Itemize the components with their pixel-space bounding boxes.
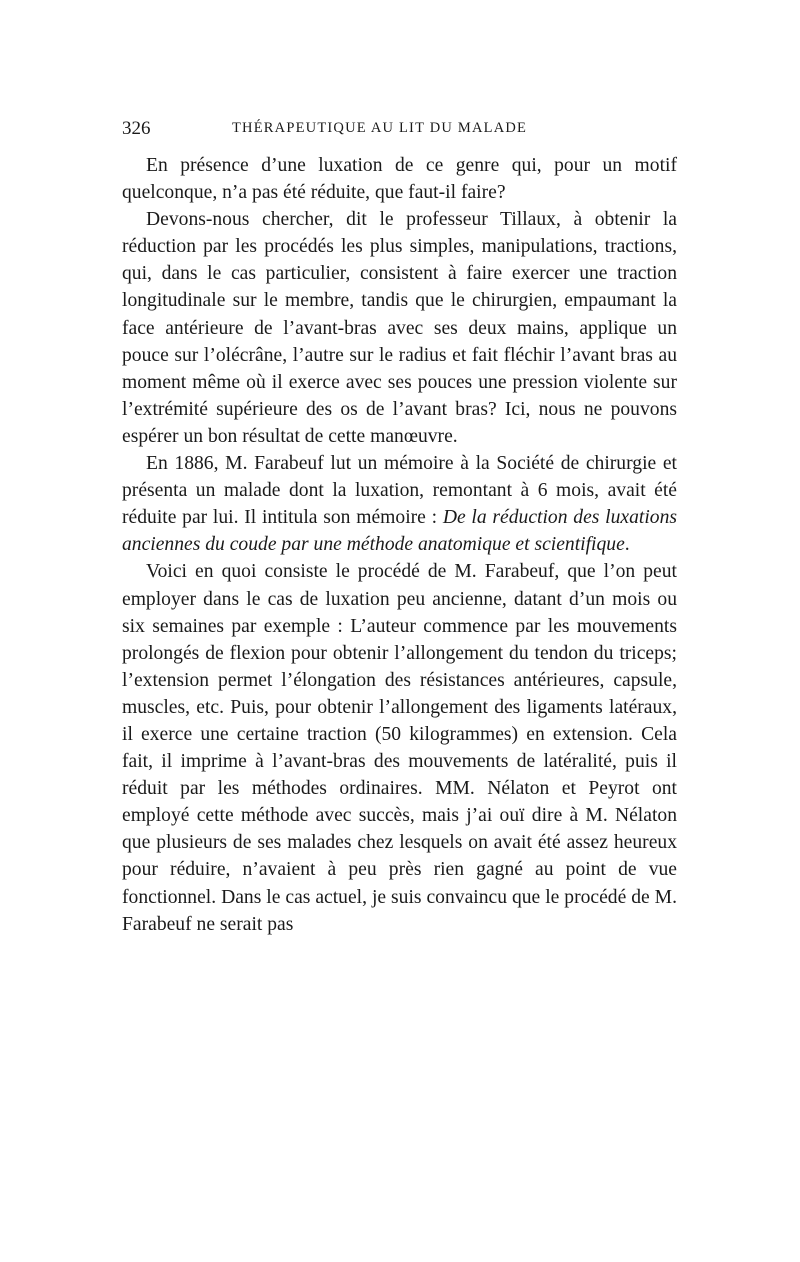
running-head: THÉRAPEUTIQUE AU LIT DU MALADE [232,120,528,136]
paragraph-3-end: . [624,534,630,556]
page-number: 326 [122,118,151,139]
memoir-title: De la réduction des luxations anciennes du coude par une méthode anatomique et scientifique [122,507,677,556]
paragraph-3-text: En 1886, M. Farabeuf lut un mémoire à la Société de chirurgie et présenta un malade dont la luxation, remontant à 6 mois, avait été réduite par lui. Il intitula son mémoire : [122,453,677,529]
paragraph-1: En présence d’une luxation de ce genre qui, pour un motif quelconque, n’a pas été réduite, que faut-il faire? [122,155,677,204]
paragraph-4: Voici en quoi consiste le procédé de M. Farabeuf, que l’on peut employer dans le cas de luxation peu ancienne, datant d’un mois ou six semaines par exemple : L’auteur commence par les mouvements prolongés de flexion pour obtenir l’allongement du tendon du triceps; l’extension permet l’élongation des résistances antérieures, capsule, muscles, etc. Puis, pour obtenir l’allongement des ligaments latéraux, il exerce une certaine traction (50 kilogrammes) en extension. Cela fait, il imprime à l’avant-bras des mouvements de latéralité, puis il réduit par les méthodes ordinaires. MM. Nélaton et Peyrot ont employé cette méthode avec succès, mais j’ai ouï dire à M. Nélaton que plusieurs de ses malades chez lesquels on avait été assez heureux pour réduire, n’avaient à peu près rien gagné au point de vue fonctionnel. Dans le cas actuel, je suis convaincu que le procédé de M. Farabeuf ne serait pas [122,561,677,935]
paragraph-2: Devons-nous chercher, dit le professeur Tillaux, à obtenir la réduction par les procédés les plus simples, manipulations, tractions, qui, dans le cas particulier, consistent à faire exercer une traction longitudinale sur le membre, tandis que le chirurgien, empaumant la face antérieure de l’avant-bras avec ses deux mains, applique un pouce sur l’olécrâne, l’autre sur le radius et fait fléchir l’avant bras au moment même où il exerce avec ses pouces une pression violente sur l’extrémité supérieure des os de l’avant bras? Ici, nous ne pouvons espérer un bon résultat de cette manœuvre. [122,209,677,447]
paragraph-3 [122,450,677,558]
page-header [122,118,677,140]
page-body [122,152,677,938]
